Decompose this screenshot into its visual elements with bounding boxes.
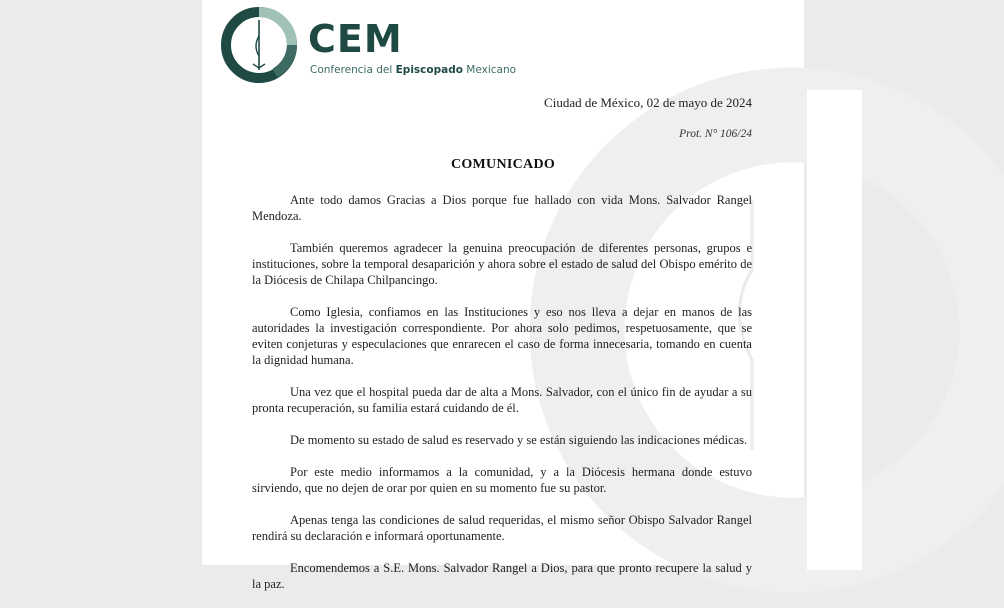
logo-title: CEM [308, 17, 403, 61]
paragraph: Apenas tenga las condiciones de salud requeridas, el mismo señor Obispo Salvador Rangel rendirá su declaración e informará oportunamente. [252, 513, 752, 543]
paragraph: De momento su estado de salud es reservado y se están siguiendo las indicaciones médicas. [290, 433, 748, 447]
paragraph: También queremos agradecer la genuina preocupación de diferentes personas, grupos e instituciones, sobre la temporal desaparición y ahora sobre el estado de salud del Obispo emérito de la Diócesis de Chilapa Chilpancingo. [252, 241, 752, 287]
communique-body [252, 192, 752, 608]
paragraph: Encomendemos a S.E. Mons. Salvador Rangel a Dios, para que pronto recupere la salud y la paz. [252, 561, 752, 591]
place-and-date: Ciudad de México, 02 de mayo de 2024 [544, 95, 752, 110]
logo-subtitle: Conferencia del Episcopado Mexicano [310, 64, 517, 76]
cem-emblem-icon [220, 6, 298, 84]
paragraph: Por este medio informamos a la comunidad, y a la Diócesis hermana donde estuvo sirviendo, que no dejen de orar por quien en su momento fue su pastor. [252, 465, 752, 495]
paragraph: Una vez que el hospital pueda dar de alta a Mons. Salvador, con el único fin de ayudar a su pronta recuperación, su familia estará cuidando de él. [252, 385, 752, 415]
cem-logo [220, 6, 520, 86]
document-page [202, 0, 804, 591]
protocol-number: Prot. N° 106/24 [679, 128, 752, 140]
paragraph: Ante todo damos Gracias a Dios porque fue hallado con vida Mons. Salvador Rangel Mendoza. [252, 193, 752, 223]
paragraph: Como Iglesia, confiamos en las Instituciones y eso nos lleva a dejar en manos de las autoridades la investigación correspondiente. Por ahora solo pedimos, respetuosamente, que se eviten conjeturas y especulaciones que enrarecen el caso de forma innecesaria, tomando en cuenta la dignidad humana. [252, 305, 752, 367]
document-title: COMUNICADO [450, 157, 556, 172]
